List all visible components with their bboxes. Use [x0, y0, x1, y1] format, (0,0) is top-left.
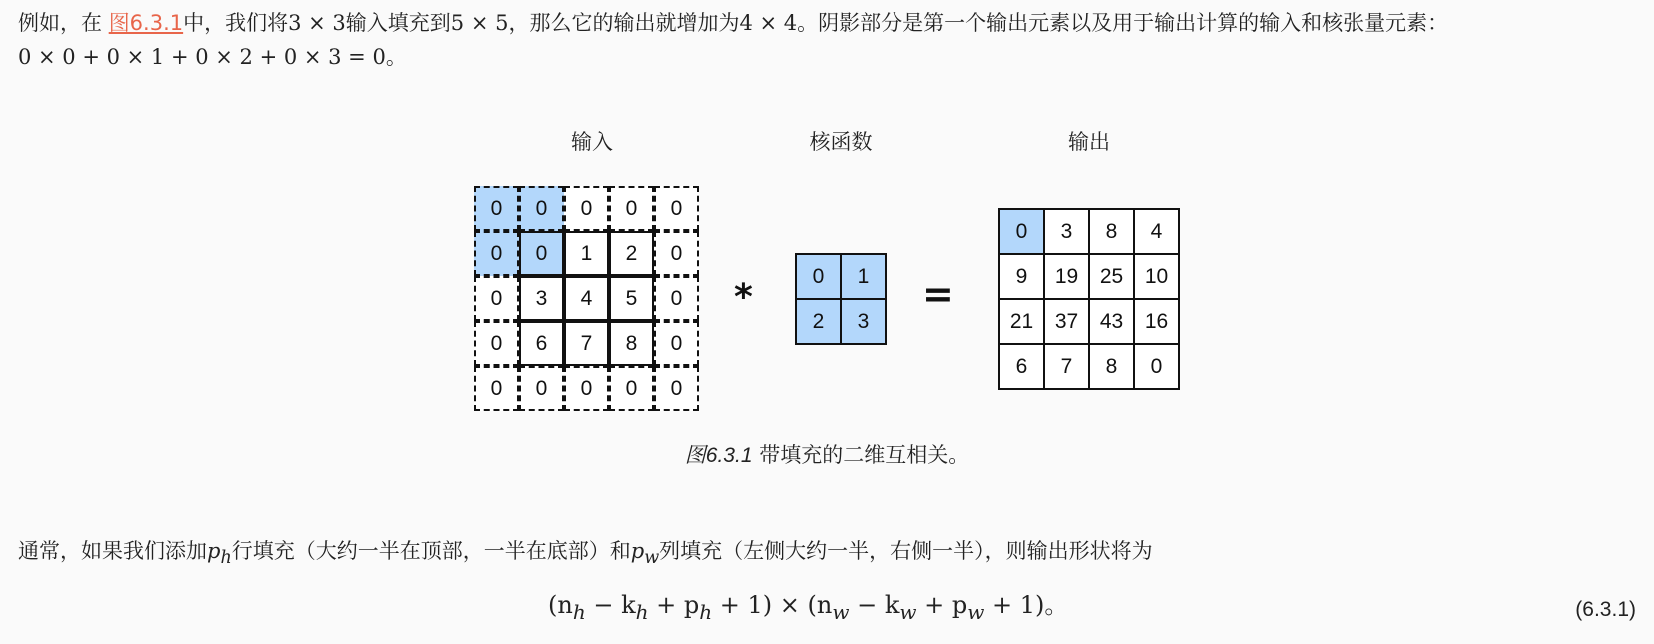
output-cell: 37: [1044, 299, 1089, 344]
padding-text-1: 通常，如果我们添加: [18, 539, 207, 563]
label-output: 输出: [1068, 131, 1110, 154]
intro-end: 。: [385, 45, 407, 69]
eq-nh-sub: h: [572, 599, 586, 624]
output-cell: 10: [1134, 254, 1179, 299]
input-cell: 4: [564, 276, 609, 321]
intro-text-1: 中，我们将: [183, 11, 289, 35]
math-pw-sub: w: [644, 548, 660, 569]
input-cell: 0: [609, 366, 654, 411]
label-kernel: 核函数: [809, 131, 873, 154]
input-cell: 0: [474, 366, 519, 411]
intro-lead: 例如，在: [18, 11, 109, 35]
math-pw-base: p: [630, 539, 645, 563]
figure-link[interactable]: 图6.3.1: [108, 11, 184, 35]
input-cell: 0: [654, 276, 699, 321]
eq-part-minus-k: − k: [585, 591, 636, 619]
output-shape-equation: [548, 588, 1068, 629]
intro-text-3: ，那么它的输出就增加为: [508, 11, 740, 35]
input-cell: 0: [654, 231, 699, 276]
padding-paragraph: [18, 534, 1153, 575]
input-cell: 0: [474, 276, 519, 321]
input-cell: 0: [474, 186, 519, 231]
input-cell: 0: [609, 186, 654, 231]
output-cell: 8: [1089, 209, 1134, 254]
caption-text: 带填充的二维互相关。: [752, 443, 970, 467]
input-cell: 0: [474, 231, 519, 276]
output-cell: 0: [1134, 344, 1179, 389]
output-cell: 3: [1044, 209, 1089, 254]
input-cell: 2: [609, 231, 654, 276]
output-cell: 7: [1044, 344, 1089, 389]
intro-text-4: 。阴影部分是第一个输出元素以及用于输出计算的输入和核张量元素：: [797, 11, 1449, 35]
eq-ph-sub: h: [699, 599, 713, 624]
math-first-element: 0 × 0 + 0 × 1 + 0 × 2 + 0 × 3 = 0: [18, 45, 386, 69]
output-cell: 25: [1089, 254, 1134, 299]
eq-part-plus-p2: + p: [916, 591, 968, 619]
math-input-size: 3 × 3: [288, 11, 346, 35]
input-cell: 1: [564, 231, 609, 276]
eq-nw-sub: w: [832, 599, 850, 624]
eq-kh-sub: h: [635, 599, 649, 624]
eq-kw-sub: w: [899, 599, 917, 624]
input-cell: 0: [654, 366, 699, 411]
output-cell: 0: [999, 209, 1044, 254]
output-cell: 43: [1089, 299, 1134, 344]
output-cell: 8: [1089, 344, 1134, 389]
convolution-operator: *: [734, 277, 753, 318]
equation-number: (6.3.1): [1575, 598, 1636, 621]
input-cell: 0: [519, 186, 564, 231]
output-grid: [998, 208, 1180, 390]
output-cell: 21: [999, 299, 1044, 344]
eq-end: 。: [1044, 591, 1069, 619]
kernel-cell: 0: [796, 254, 841, 299]
input-cell: 0: [654, 321, 699, 366]
input-cell: 0: [474, 321, 519, 366]
eq-part-plus-p: + p: [648, 591, 700, 619]
eq-part-close: + 1): [984, 591, 1045, 619]
figure-caption: [0, 440, 1654, 471]
input-cell: 6: [519, 321, 564, 366]
kernel-grid: [795, 253, 887, 345]
intro-text-2: 输入填充到: [345, 11, 451, 35]
kernel-cell: 1: [841, 254, 886, 299]
input-cell: 7: [564, 321, 609, 366]
eq-part-minus-k2: − k: [849, 591, 900, 619]
math-output-size: 4 × 4: [739, 11, 798, 35]
eq-pw-sub: w: [967, 599, 985, 624]
eq-part-times: + 1) × (n: [712, 591, 833, 619]
output-cell: 4: [1134, 209, 1179, 254]
equals-operator: =: [922, 272, 954, 316]
math-ph-base: p: [207, 539, 221, 563]
padding-text-2: 行填充（大约一半在顶部，一半在底部）和: [231, 539, 631, 563]
math-pw: [630, 539, 660, 569]
caption-number: 图6.3.1: [684, 444, 753, 467]
input-cell: 0: [519, 366, 564, 411]
output-cell: 9: [999, 254, 1044, 299]
output-cell: 6: [999, 344, 1044, 389]
output-cell: 19: [1044, 254, 1089, 299]
input-cell: 0: [654, 186, 699, 231]
input-cell: 3: [519, 276, 564, 321]
padding-text-3: 列填充（左侧大约一半，右侧一半），则输出形状将为: [659, 539, 1153, 563]
input-grid: [474, 186, 699, 411]
label-input: 输入: [571, 131, 613, 154]
intro-paragraph: [18, 6, 1448, 74]
kernel-cell: 3: [841, 299, 886, 344]
input-cell: 5: [609, 276, 654, 321]
input-cell: 0: [564, 186, 609, 231]
input-cell: 0: [564, 366, 609, 411]
eq-part-open: (n: [548, 591, 573, 619]
output-cell: 16: [1134, 299, 1179, 344]
math-ph: [207, 539, 232, 569]
input-cell: 8: [609, 321, 654, 366]
input-cell: 0: [519, 231, 564, 276]
math-ph-sub: h: [220, 548, 232, 569]
math-padded-size: 5 × 5: [450, 11, 509, 35]
kernel-cell: 2: [796, 299, 841, 344]
